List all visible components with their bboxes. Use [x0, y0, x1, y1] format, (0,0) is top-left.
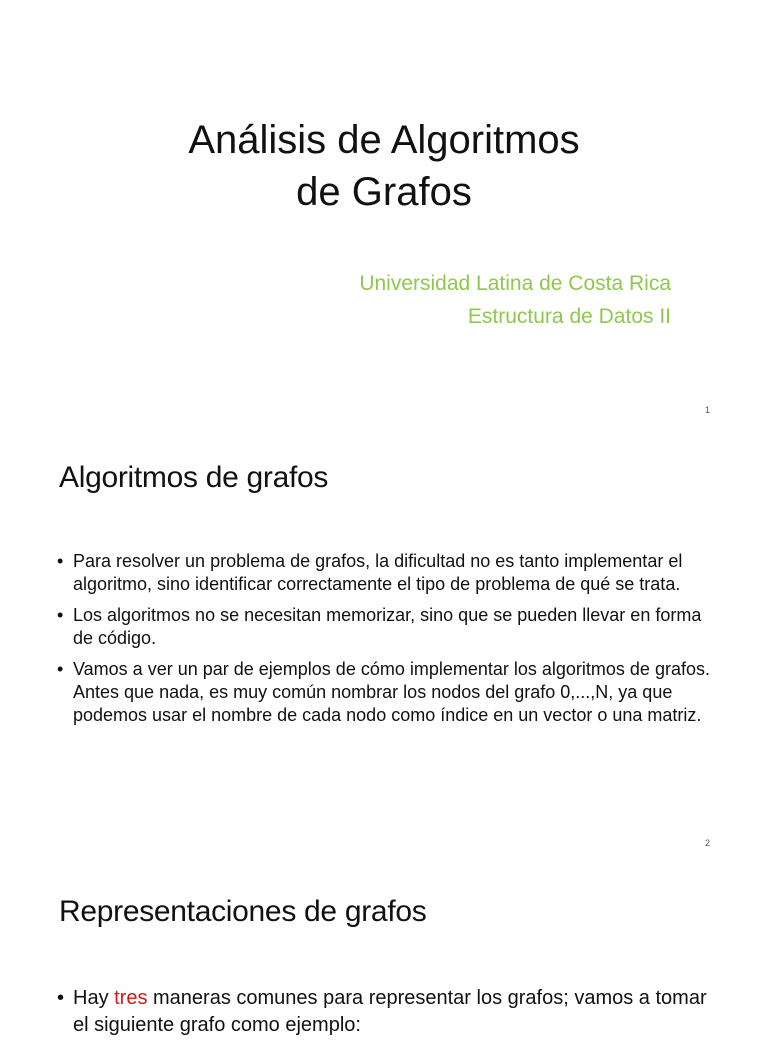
bullet-text — [73, 987, 707, 1036]
presentation-title — [0, 114, 768, 218]
bullet-item — [57, 985, 717, 1039]
page-number: 2 — [704, 838, 710, 848]
subtitle-line-2: Estructura de Datos II — [467, 305, 671, 328]
slide-heading: Representaciones de grafos — [59, 895, 427, 928]
title-line-2: de Grafos — [296, 170, 472, 214]
bullet-icon: • — [57, 605, 64, 625]
bullet-item — [57, 550, 717, 596]
bullet-text: Para resolver un problema de grafos, la dificultad no es tanto implementar el algoritmo, sino identificar correctamente el tipo de problema de qué se trata. — [73, 551, 683, 594]
bullet-item — [57, 604, 717, 650]
highlighted-word: tres — [114, 987, 148, 1009]
bullet-list — [57, 985, 717, 1047]
subtitle-line-1: Universidad Latina de Costa Rica — [359, 272, 671, 295]
title-line-1: Análisis de Algoritmos — [188, 118, 580, 162]
page-number: 1 — [704, 405, 710, 415]
bullet-item — [57, 658, 717, 727]
slide-1 — [0, 0, 768, 434]
slide-heading: Algoritmos de grafos — [59, 461, 329, 494]
slide-3 — [0, 868, 768, 1036]
bullet-icon: • — [57, 659, 64, 679]
bullet-text: Los algoritmos no se necesitan memorizar, sino que se pueden llevar en forma de código. — [73, 605, 702, 648]
bullet-list — [57, 550, 717, 735]
bullet-icon: • — [57, 987, 65, 1009]
bullet-text-suffix: maneras comunes para representar los grafos; vamos a tomar el siguiente grafo como ejemplo: — [73, 987, 707, 1036]
slide-2 — [0, 434, 768, 868]
presentation-subtitle — [359, 267, 671, 333]
bullet-text: Vamos a ver un par de ejemplos de cómo implementar los algoritmos de grafos. Antes que nada, es muy común nombrar los nodos del grafo 0,...,N, ya que podemos usar el nombre de cada nodo como índice en un vector o una matriz. — [73, 659, 710, 725]
bullet-icon: • — [57, 551, 64, 571]
bullet-text-prefix: Hay — [73, 987, 115, 1009]
